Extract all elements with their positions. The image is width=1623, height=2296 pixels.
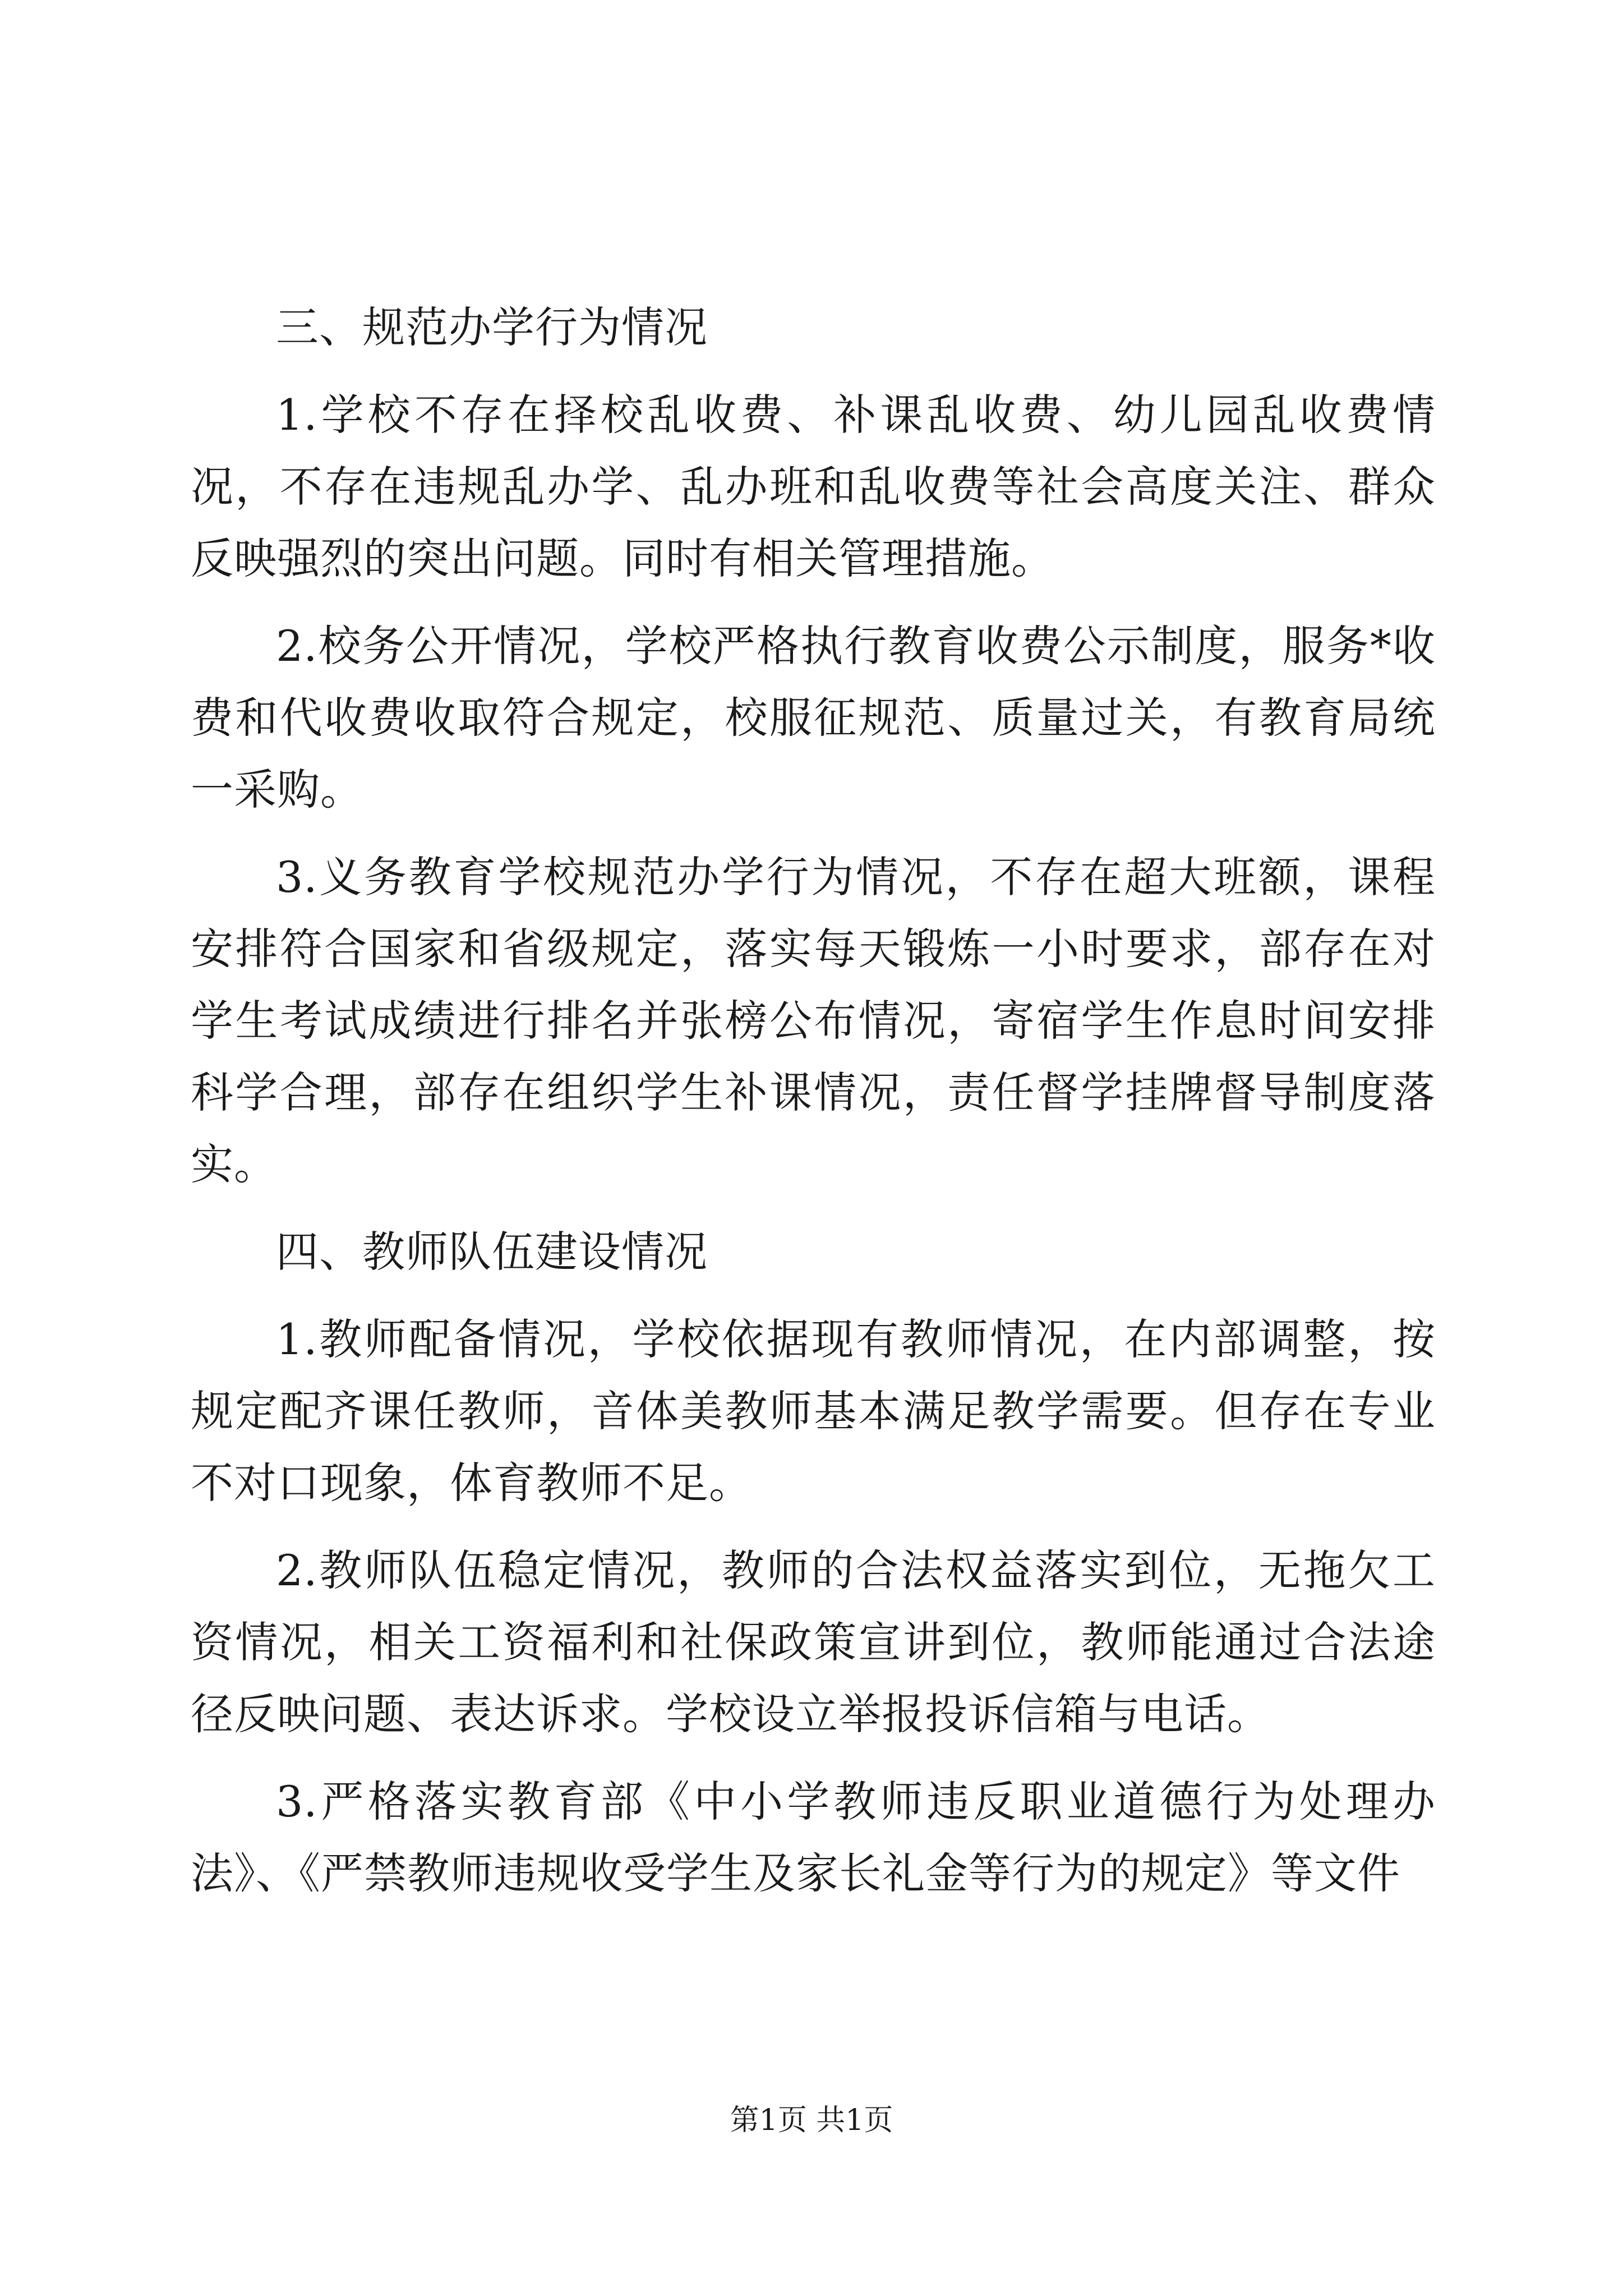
document-body <box>191 292 1436 1925</box>
paragraph-3-1: 1.学校不存在择校乱收费、补课乱收费、幼儿园乱收费情况，不存在违规乱办学、乱办班和乱收费等社会高度关注、群众反映强烈的突出问题。同时有相关管理措施。 <box>191 390 1436 583</box>
page-footer: 第1页 共1页 <box>730 2104 893 2137</box>
section-heading-3: 三、规范办学行为情况 <box>276 302 708 352</box>
paragraph-4-1: 1.教师配备情况，学校依据现有教师情况，在内部调整，按规定配齐课任教师，音体美教师基本满足教学需要。但存在专业不对口现象，体育教师不足。 <box>191 1314 1436 1508</box>
paragraph-3-3: 3.义务教育学校规范办学行为情况，不存在超大班额，课程安排符合国家和省级规定，落实每天锻炼一小时要求，部存在对学生考试成绩进行排名并张榜公布情况，寄宿学生作息时间安排科学合理，部存在组织学生补课情况，责任督学挂牌督导制度落实。 <box>191 852 1436 1189</box>
paragraph-3-2: 2.校务公开情况，学校严格执行教育收费公示制度，服务*收费和代收费收取符合规定，校服征规范、质量过关，有教育局统一采购。 <box>191 621 1436 815</box>
paragraph-4-2: 2.教师队伍稳定情况，教师的合法权益落实到位，无拖欠工资情况，相关工资福利和社保政策宣讲到位，教师能通过合法途径反映问题、表达诉求。学校设立举报投诉信箱与电话。 <box>191 1545 1436 1739</box>
section-heading-4: 四、教师队伍建设情况 <box>276 1227 708 1277</box>
paragraph-4-3: 3.严格落实教育部《中小学教师违反职业道德行为处理办法》、《严禁教师违规收受学生及家长礼金等行为的规定》等文件 <box>191 1777 1436 1898</box>
